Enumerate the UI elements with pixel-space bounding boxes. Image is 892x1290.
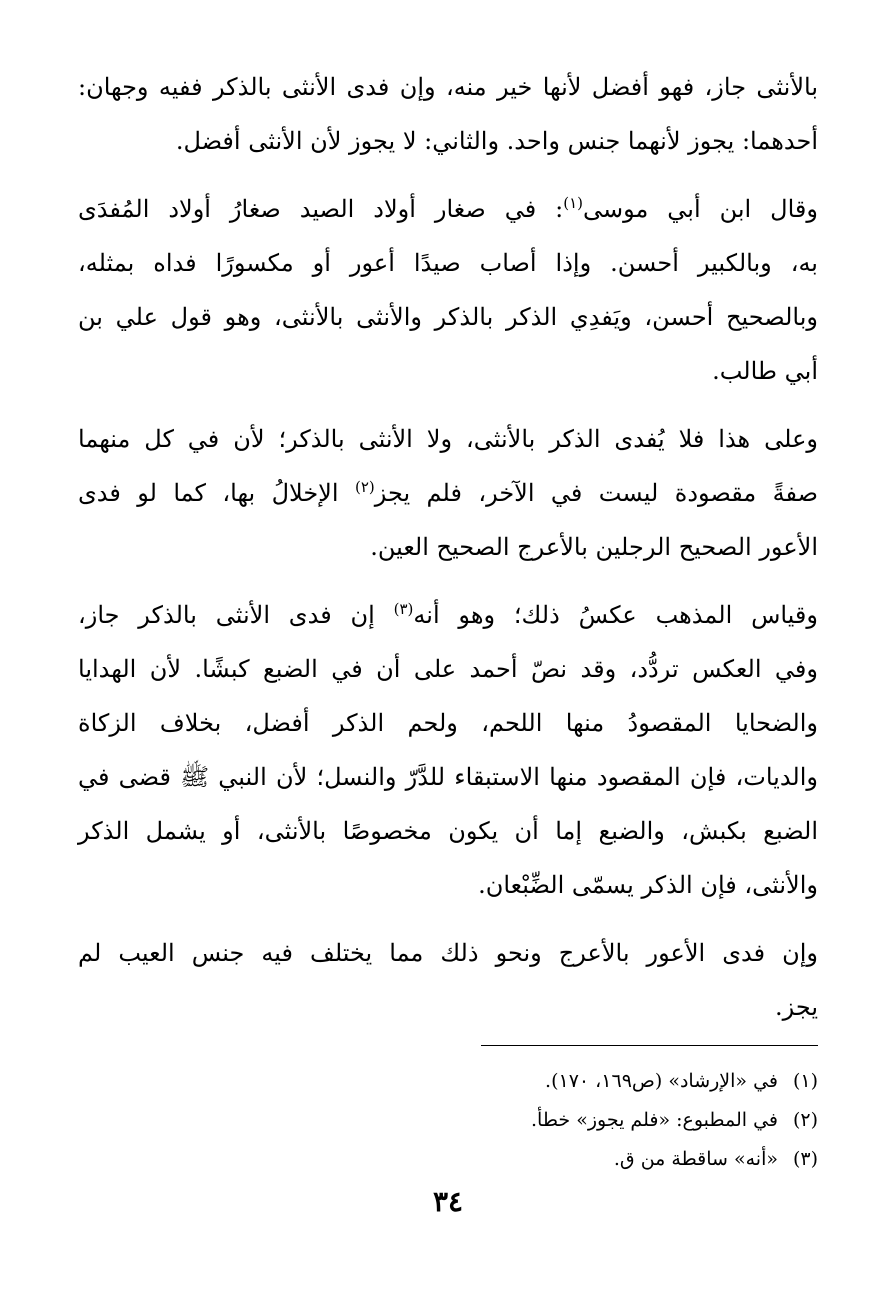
text-line: به، وبالكبير أحسن. وإذا أصاب صيدًا أعور أو مكسورًا فداه بمثله،	[78, 249, 818, 277]
text-line: وإن فدى الأعور بالأعرج ونحو ذلك مما يختلف فيه جنس العيب لم	[78, 939, 818, 967]
paragraph	[78, 60, 818, 168]
footnote-text: في المطبوع: «فلم يجوز» خطأ.	[531, 1109, 778, 1131]
text-fragment: وقال ابن أبي موسى	[582, 195, 818, 223]
text-line: وفي العكس تردُّد، وقد نصّ أحمد على أن في الضبع كبشًا. لأن الهدايا	[78, 655, 818, 683]
footnote-number: (٣)	[792, 1148, 818, 1170]
footnote-separator	[481, 1045, 818, 1046]
footnote-reference: (١)	[563, 194, 583, 212]
text-line: بالأنثى جاز، فهو أفضل لأنها خير منه، وإن فدى الأنثى بالذكر ففيه وجهان:	[78, 73, 818, 101]
text-fragment: الإخلالُ بها، كما لو فدى	[78, 479, 355, 507]
text-line: والأنثى، فإن الذكر يسمّى الضِّبْعان.	[478, 871, 818, 899]
text-line: أحدهما: يجوز لأنهما جنس واحد. والثاني: لا يجوز لأن الأنثى أفضل.	[175, 127, 818, 155]
text-line: أبي طالب.	[712, 357, 818, 385]
text-line: والضحايا المقصودُ منها اللحم، ولحم الذكر أفضل، بخلاف الزكاة	[78, 709, 818, 737]
paragraph	[78, 588, 818, 912]
text-fragment: : في صغار أولاد الصيد صغارُ أولاد المُفدَى	[78, 195, 564, 223]
text-line	[78, 466, 818, 520]
paragraph	[78, 926, 818, 1034]
text-fragment: وقياس المذهب عكسُ ذلك؛ وهو أنه	[413, 601, 818, 629]
page-number: ٣٤	[432, 1185, 464, 1218]
footnote-reference: (٢)	[354, 478, 375, 496]
text-line: يجز.	[774, 993, 818, 1021]
footnote-text: في «الإرشاد» (ص١٦٩، ١٧٠).	[545, 1070, 778, 1092]
text-line: وبالصحيح أحسن، ويَفدِي الذكر بالذكر والأنثى بالأنثى، وهو قول علي بن	[78, 303, 818, 331]
footnote-reference: (٣)	[393, 600, 414, 618]
footnote-number: (٢)	[792, 1109, 818, 1131]
paragraph	[78, 182, 818, 398]
footnote	[78, 1101, 818, 1140]
text-fragment: صفةً مقصودة ليست في الآخر، فلم يجز	[374, 479, 819, 507]
text-line: الضبع بكبش، والضبع إما أن يكون مخصوصًا بالأنثى، أو يشمل الذكر	[78, 817, 818, 845]
footnote-number: (١)	[792, 1070, 818, 1092]
text-line: وعلى هذا فلا يُفدى الذكر بالأنثى، ولا الأنثى بالذكر؛ لأن في كل منهما	[78, 425, 818, 453]
footnote	[78, 1062, 818, 1101]
footnotes	[78, 1062, 818, 1179]
page-body	[78, 60, 818, 1240]
paragraph	[78, 412, 818, 574]
text-line: والديات، فإن المقصود منها الاستبقاء للدَّرّ والنسل؛ لأن النبي ﷺ قضى في	[78, 763, 818, 791]
footnote	[78, 1140, 818, 1179]
text-fragment: إن فدى الأنثى بالذكر جاز،	[78, 601, 394, 629]
footnote-text: «أنه» ساقطة من ق.	[613, 1148, 778, 1170]
text-line	[78, 588, 818, 642]
text-line: الأعور الصحيح الرجلين بالأعرج الصحيح العين.	[370, 533, 818, 561]
text-line	[78, 182, 818, 236]
